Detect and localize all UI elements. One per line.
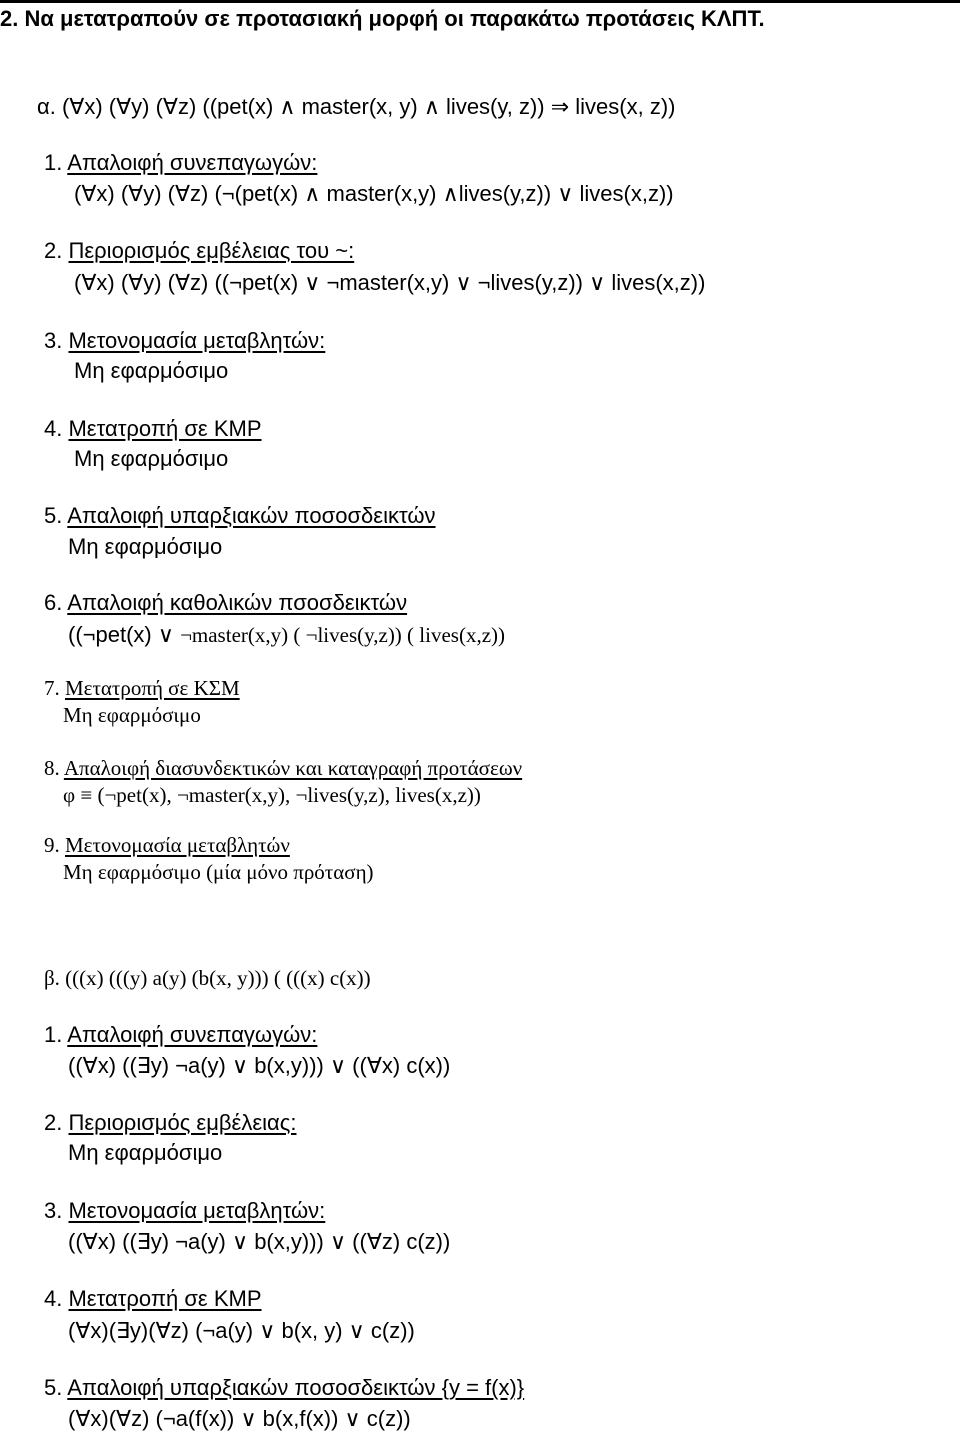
step-heading-text: Απαλοιφή υπαρξιακών ποσοσδεικτών {y = f(x)} bbox=[67, 1375, 525, 1400]
step-heading-text: Περιορισμός εμβέλειας: bbox=[68, 1110, 297, 1135]
step-heading-text: Μετονομασία μεταβλητών: bbox=[68, 328, 326, 353]
part-a-step1-heading-text bbox=[44, 150, 317, 175]
part-b-statement: β. (((x) (((y) a(y) (b(x, y))) ( (((x) c(x)) bbox=[44, 966, 371, 990]
part-a-statement: α. (∀x) (∀y) (∀z) ((pet(x) ∧ master(x, y) ∧ lives(y, z)) ⇒ lives(x, z)) bbox=[37, 94, 676, 119]
part-a-step8-body: φ ≡ (¬pet(x), ¬master(x,y), ¬lives(y,z), lives(x,z)) bbox=[63, 783, 481, 807]
step-heading-text: Μετατροπή σε ΚΜΡ bbox=[68, 416, 262, 441]
step-number: 1. bbox=[44, 150, 68, 175]
exercise-title: 2. Να μετατραπούν σε προτασιακή μορφή οι παρακάτω προτάσεις ΚΛΠΤ. bbox=[0, 6, 765, 31]
part-b-step3-body: ((∀x) ((∃y) ¬a(y) ∨ b(x,y))) ∨ ((∀z) c(z)) bbox=[68, 1229, 451, 1254]
part-b-step4-heading bbox=[44, 1288, 262, 1310]
step-heading-text: Περιορισμός εμβέλειας του ~: bbox=[68, 238, 355, 263]
step-number: 2. bbox=[44, 238, 69, 263]
step-number: 1. bbox=[44, 1022, 68, 1047]
part-b-step1-heading bbox=[44, 1024, 317, 1046]
part-a-step4-heading bbox=[44, 418, 262, 440]
part-b-step2-body: Μη εφαρμόσιμο bbox=[68, 1140, 223, 1165]
part-b-step4-body: (∀x)(∃y)(∀z) (¬a(y) ∨ b(x, y) ∨ c(z)) bbox=[68, 1318, 415, 1343]
step-heading-text: Απαλοιφή συνεπαγωγών: bbox=[67, 1022, 318, 1047]
part-a-step3-heading bbox=[44, 330, 325, 352]
part-a-step9-heading bbox=[44, 835, 290, 856]
part-a-step5-body: Μη εφαρμόσιμο bbox=[68, 534, 223, 559]
part-a-step2-body: (∀x) (∀y) (∀z) ((¬pet(x) ∨ ¬master(x,y) ∨ ¬lives(y,z)) ∨ lives(x,z)) bbox=[74, 270, 706, 295]
part-b-step5-heading bbox=[44, 1377, 524, 1399]
step-number: 4. bbox=[44, 1286, 69, 1311]
step-heading-text: Απαλοιφή καθολικών πσοσδεικτών bbox=[67, 590, 408, 615]
part-a-step6-body-sans: ((¬pet(x) ∨ bbox=[68, 622, 181, 647]
part-a-step1-heading bbox=[44, 152, 317, 174]
part-a-step7-body: Μη εφαρμόσιμο bbox=[63, 703, 201, 727]
part-a-step6-body bbox=[68, 624, 505, 646]
part-a-step3-body: Μη εφαρμόσιμο bbox=[74, 358, 229, 383]
part-a-step6-heading bbox=[44, 592, 407, 614]
step-heading-text: Μετατροπή σε ΚΣΜ bbox=[65, 676, 240, 700]
step-number: 2. bbox=[44, 1110, 69, 1135]
part-a-step2-heading bbox=[44, 240, 354, 262]
part-b-step3-heading bbox=[44, 1200, 325, 1222]
step-heading-text: Μετατροπή σε ΚΜΡ bbox=[68, 1286, 262, 1311]
part-a-step8-heading bbox=[44, 758, 522, 779]
part-a-step7-heading bbox=[44, 678, 240, 699]
part-b-step5-body: (∀x)(∀z) (¬a(f(x)) ∨ b(x,f(x)) ∨ c(z)) bbox=[68, 1406, 411, 1431]
step-number: 8. bbox=[44, 756, 64, 780]
step-number: 5. bbox=[44, 1375, 68, 1400]
step-number: 3. bbox=[44, 328, 69, 353]
step-number: 3. bbox=[44, 1198, 69, 1223]
step-heading-text: Απαλοιφή συνεπαγωγών: bbox=[67, 150, 318, 175]
step-number: 5. bbox=[44, 503, 68, 528]
step-heading-text: Μετονομασία μεταβλητών: bbox=[68, 1198, 326, 1223]
part-a-step9-body: Μη εφαρμόσιμο (μία μόνο πρόταση) bbox=[63, 860, 374, 884]
part-b-step2-heading bbox=[44, 1112, 296, 1134]
step-number: 6. bbox=[44, 590, 68, 615]
part-a-step1-body: (∀x) (∀y) (∀z) (¬(pet(x) ∧ master(x,y) ∧lives(y,z)) ∨ lives(x,z)) bbox=[74, 181, 674, 206]
step-heading-text: Απαλοιφή διασυνδεκτικών και καταγραφή προτάσεων bbox=[63, 756, 523, 780]
step-number: 9. bbox=[44, 833, 65, 857]
step-number: 4. bbox=[44, 416, 69, 441]
part-a-step4-body: Μη εφαρμόσιμο bbox=[74, 446, 229, 471]
part-a-step6-body-serif: ¬master(x,y) ( ¬lives(y,z)) ( lives(x,z)) bbox=[180, 623, 506, 647]
step-number: 7. bbox=[44, 676, 65, 700]
step-heading-text: Μετονομασία μεταβλητών bbox=[65, 833, 290, 857]
part-b-step1-body: ((∀x) ((∃y) ¬a(y) ∨ b(x,y))) ∨ ((∀x) c(x)) bbox=[68, 1053, 451, 1078]
part-a-step5-heading bbox=[44, 505, 436, 527]
step-heading-text: Απαλοιφή υπαρξιακών ποσοσδεικτών bbox=[67, 503, 436, 528]
top-rule bbox=[0, 0, 960, 3]
